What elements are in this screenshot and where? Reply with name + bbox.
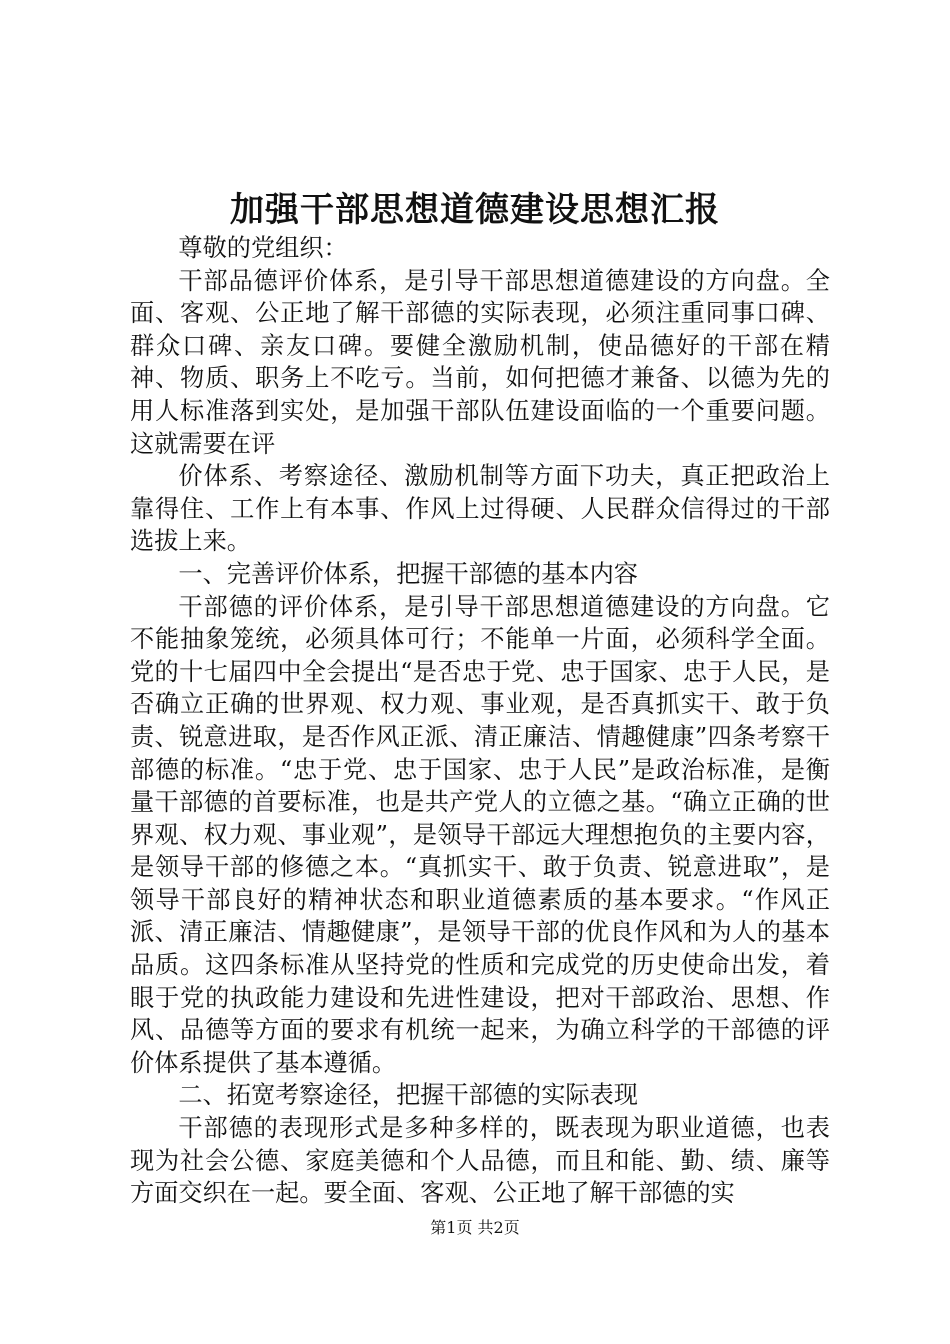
document-title: 加强干部思想道德建设思想汇报 — [230, 190, 720, 230]
paragraph: 干部德的表现形式是多种多样的，既表现为职业道德，也表现为社会公德、家庭美德和个人品德，而且和能、勤、绩、廉等方面交织在一起。要全面、客观、公正地了解干部德的实 — [130, 1114, 830, 1208]
document-body — [130, 232, 830, 1210]
paragraph: 价体系、考察途径、激励机制等方面下功夫，真正把政治上靠得住、工作上有本事、作风上过得硬、人民群众信得过的干部选拔上来。 — [130, 462, 830, 556]
section-heading: 二、拓宽考察途径，把握干部德的实际表现 — [178, 1081, 638, 1110]
salutation: 尊敬的党组织： — [178, 234, 348, 262]
paragraph: 干部品德评价体系，是引导干部思想道德建设的方向盘。全面、客观、公正地了解干部德的实际表现，必须注重同事口碑、群众口碑、亲友口碑。要健全激励机制，使品德好的干部在精神、物质、职务上不吃亏。当前，如何把德才兼备、以德为先的用人标准落到实处，是加强干部队伍建设面临的一个重要问题。这就需要在评 — [130, 266, 830, 458]
paragraph: 干部德的评价体系，是引导干部思想道德建设的方向盘。它不能抽象笼统，必须具体可行；不能单一片面，必须科学全面。党的十七届四中全会提出“是否忠于党、忠于国家、忠于人民，是否确立正确的世界观、权力观、事业观，是否真抓实干、敢于负责、锐意进取，是否作风正派、清正廉洁、情趣健康”四条考察干部德的标准。“忠于党、忠于国家、忠于人民”是政治标准，是衡量干部德的首要标准，也是共产党人的立德之基。“确立正确的世界观、权力观、事业观”，是领导干部远大理想抱负的主要内容，是领导干部的修德之本。“真抓实干、敢于负责、锐意进取”，是领导干部良好的精神状态和职业道德素质的基本要求。“作风正派、清正廉洁、情趣健康”，是领导干部的优良作风和为人的基本品质。这四条标准从坚持党的性质和完成党的历史使命出发，着眼于党的执政能力建设和先进性建设，把对干部政治、思想、作风、品德等方面的要求有机统一起来，为确立科学的干部德的评价体系提供了基本遵循。 — [130, 592, 830, 1077]
section-heading: 一、完善评价体系，把握干部德的基本内容 — [178, 559, 638, 588]
page-number: 第1页 共2页 — [430, 1218, 520, 1237]
